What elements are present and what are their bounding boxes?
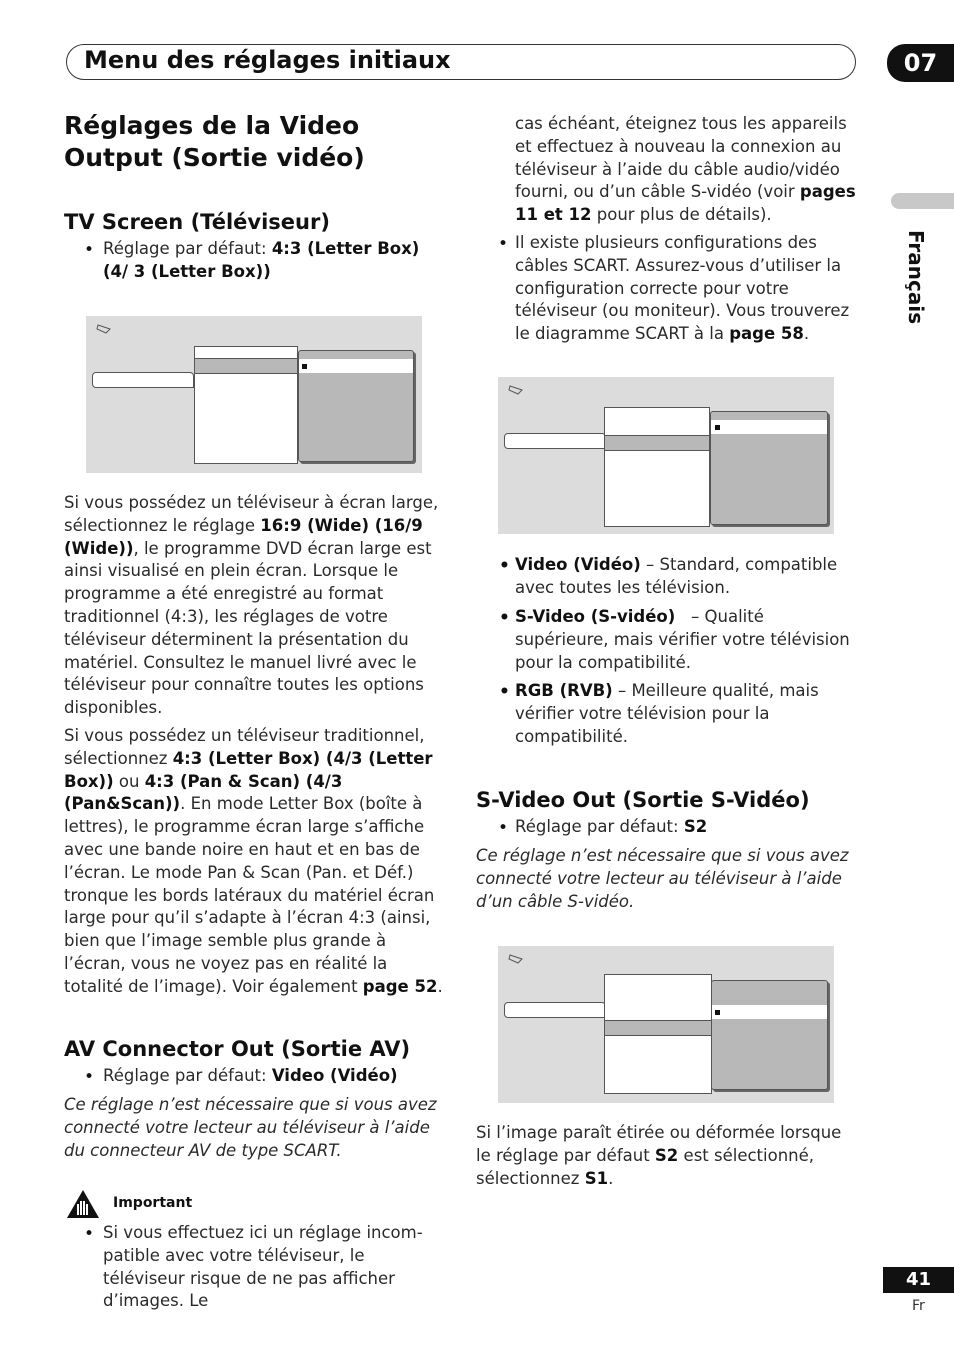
- page-number: 41: [883, 1267, 954, 1293]
- tv-screen-default: Réglage par défaut: 4:3 (Letter Box) (4/ 3 (Letter Box)): [103, 239, 420, 281]
- tv-screen-paragraph-1: Si vous possédez un téléviseur à écran large, sélectionnez le réglage 16:9 (Wide) (16/9 (Wide)), le programme DVD écran large est ainsi visualisé en plein écran. Lorsque le programme a été enregistré au format traditionnel (4:3), les réglages de votre téléviseur déterminent la présentation du matériel. Consultez le manuel livré avec le téléviseur pour connaître toutes les options disponibles.: [64, 493, 439, 718]
- menu-category-tab: [504, 433, 606, 449]
- svideo-out-paragraph: Si l’image paraît étirée ou déformée lorsque le réglage par défaut S2 est sélectionné, sélectionnez S1.: [476, 1123, 842, 1188]
- disc-icon: [96, 324, 112, 334]
- disc-icon: [508, 385, 524, 395]
- svideo-out-heading: S-Video Out (Sortie S-Vidéo): [476, 788, 810, 812]
- av-connector-menu-screenshot: [498, 377, 834, 534]
- language-label: Français: [904, 230, 928, 325]
- av-connector-default: Réglage par défaut: Video (Vidéo): [103, 1066, 398, 1085]
- tv-screen-heading: TV Screen (Téléviseur): [64, 210, 330, 234]
- menu-item-list: [604, 407, 710, 527]
- option-video: Video (Vidéo) – Standard, compatible avec toutes les télévision.: [515, 555, 838, 597]
- bullet: •: [84, 240, 95, 260]
- selection-marker: [715, 1010, 720, 1015]
- menu-option-selected: [712, 1005, 827, 1019]
- bullet: •: [498, 234, 509, 254]
- menu-item-selected: [604, 1020, 712, 1036]
- menu-option-selected: [711, 420, 827, 434]
- bullet: •: [499, 608, 510, 628]
- disc-icon: [508, 954, 524, 964]
- bullet: •: [84, 1224, 95, 1244]
- option-s-video: S-Video (S-vidéo) – Qualité supérieure, mais vérifier votre télévision pour la compatibilité.: [515, 607, 856, 672]
- bullet: •: [499, 682, 510, 702]
- option-rgb: RGB (RVB) – Meilleure qualité, mais vérifier votre télévision pour la compatibilité.: [515, 681, 819, 746]
- important-label: Important: [113, 1195, 193, 1211]
- page-language: Fr: [912, 1298, 925, 1314]
- menu-category-tab: [504, 1002, 606, 1018]
- tv-screen-menu-screenshot: [86, 316, 422, 473]
- section-title: Réglages de la Video Output (Sortie vidéo): [64, 111, 365, 172]
- menu-item-selected: [194, 358, 298, 374]
- bullet: •: [498, 818, 509, 838]
- important-text-part1: Si vous effectuez ici un réglage incom-patible avec votre téléviseur, le téléviseur risque de ne pas afficher d’images. Le: [103, 1223, 423, 1311]
- bullet: •: [84, 1067, 95, 1087]
- menu-options-panel: [711, 980, 828, 1090]
- selection-marker: [302, 364, 307, 369]
- header-title: Menu des réglages initiaux: [84, 46, 451, 74]
- scart-configuration-note: Il existe plusieurs configurations des câbles SCART. Assurez-vous d’utiliser la configuration correcte pour votre téléviseur (ou moniteur). Vous trouverez le diagramme SCART à la page 58.: [515, 233, 850, 344]
- important-text-part2: cas échéant, éteignez tous les appareils et effectuez à nouveau la connexion au téléviseur à l’aide du câble audio/vidéo fourni, ou d’un câble S-vidéo (voir pages 11 et 12 pour plus de détails).: [515, 114, 856, 225]
- menu-item-selected: [604, 435, 710, 451]
- svideo-out-menu-screenshot: [498, 946, 834, 1103]
- av-connector-heading: AV Connector Out (Sortie AV): [64, 1037, 411, 1061]
- bullet: •: [499, 556, 510, 576]
- language-tab-marker: [891, 193, 954, 209]
- selection-marker: [715, 425, 720, 430]
- menu-category-tab: [92, 372, 194, 388]
- important-warning-icon: [65, 1188, 101, 1220]
- av-connector-note: Ce réglage n’est nécessaire que si vous avez connecté votre lecteur au téléviseur à l’aide du connecteur AV de type SCART.: [64, 1095, 437, 1160]
- chapter-number: 07: [887, 44, 954, 82]
- svideo-out-default: Réglage par défaut: S2: [515, 817, 708, 836]
- svideo-out-note: Ce réglage n’est nécessaire que si vous avez connecté votre lecteur au téléviseur à l’aide d’un câble S-vidéo.: [476, 846, 849, 911]
- tv-screen-paragraph-2: Si vous possédez un téléviseur traditionnel, sélectionnez 4:3 (Letter Box) (4/3 (Letter Box)) ou 4:3 (Pan & Scan) (4/3 (Pan&Scan)). En mode Letter Box (boîte à lettres), le programme écran large s’affiche avec une bande noire en haut et en bas de l’écran. Le mode Pan & Scan (Pan. et Déf.) tronque les bords latéraux du matériel écran large pour qu’il s’adapte à l’écran 4:3 (ainsi, bien que l’image semble plus grande à l’écran, vous ne voyez pas en réalité la totalité de l’image). Voir également page 52.: [64, 726, 443, 996]
- menu-option-selected: [299, 359, 413, 373]
